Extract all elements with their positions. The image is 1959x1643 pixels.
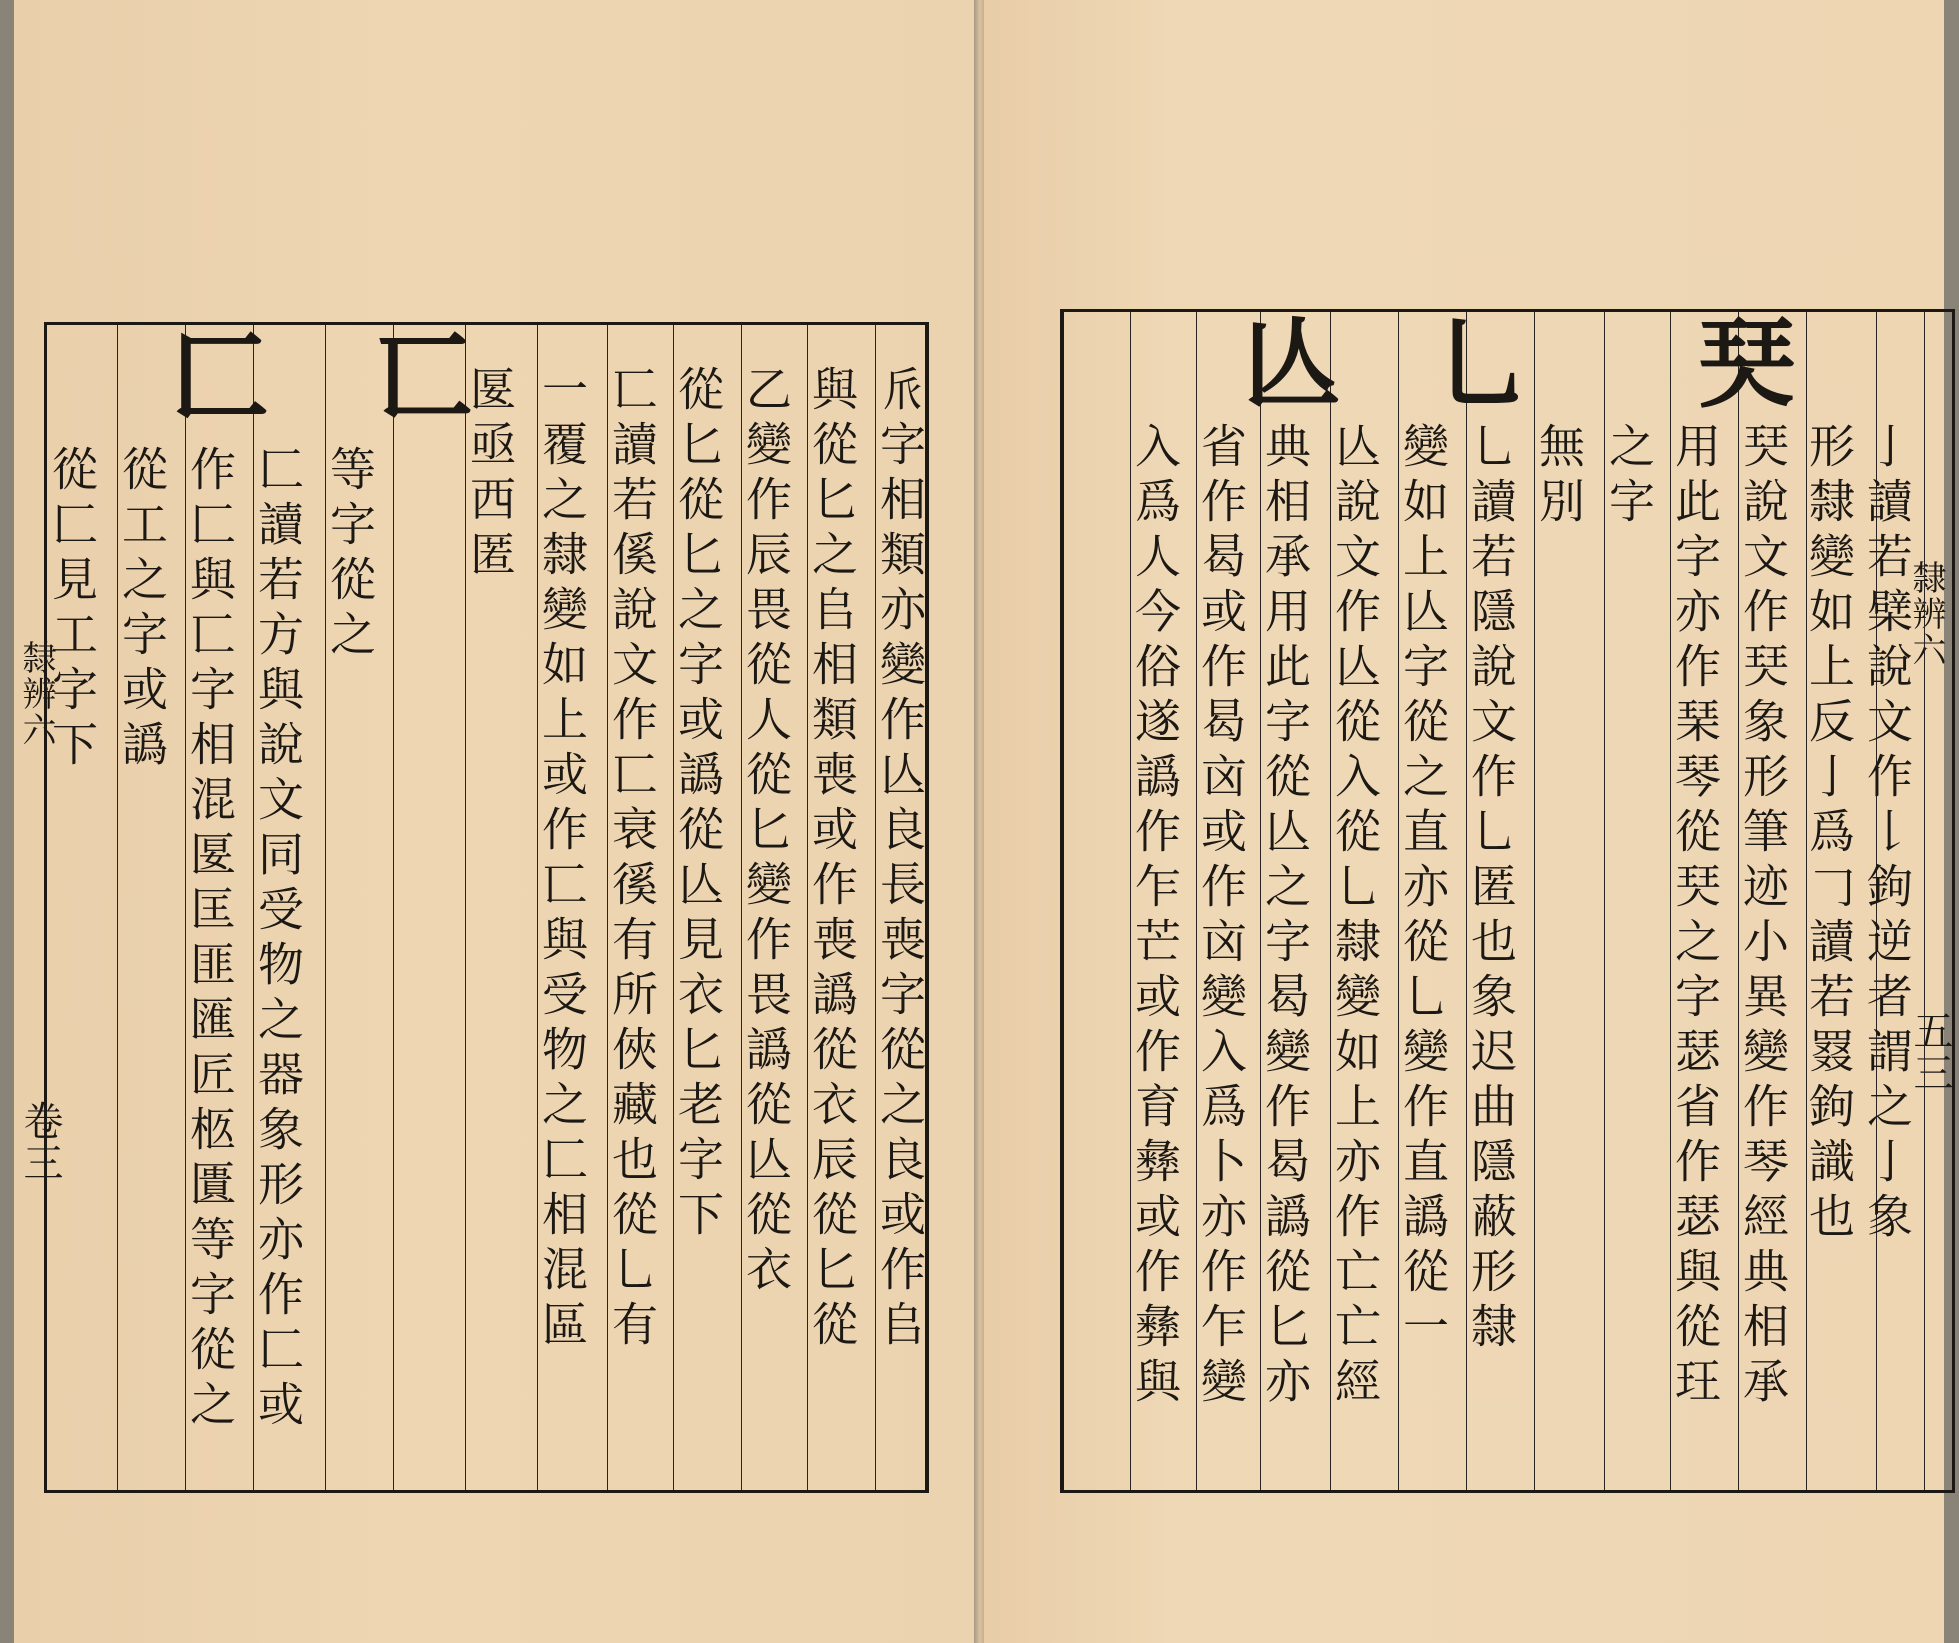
- text-column-6: 無別: [1532, 422, 1586, 532]
- text-column-5: 匸讀若傒說文作匸衰徯有所俠藏也從乚有: [605, 365, 659, 1355]
- text-column-4: 用此字亦作琹琴從珡之字瑟省作瑟與從玨: [1668, 422, 1722, 1412]
- text-column-8: 變如上亾字從之直亦從乚變作直譌從一: [1396, 422, 1450, 1357]
- head-character-2: 乚: [1416, 312, 1531, 440]
- left-folio: 卷三: [17, 1100, 63, 1184]
- text-column-8: 等字從之: [323, 445, 377, 665]
- left-text-frame: [44, 322, 929, 1493]
- text-column-3: 珡說文作珡象形筆迹小異變作琴經典相承: [1736, 422, 1790, 1412]
- text-column-9: 匚讀若方與說文同受物之器象形亦作匚或: [251, 445, 305, 1435]
- text-column-4: 從匕從匕之字或譌從亾見衣匕老字下: [671, 365, 725, 1245]
- text-column-2: 形隸變如上反亅爲𠃌讀若罬鉤識也: [1802, 422, 1856, 1247]
- head-character-2: 匚: [154, 325, 269, 453]
- left-page: [14, 0, 976, 1643]
- text-column-10: 典相承用此字從亾之字曷變作曷譌從匕亦: [1258, 422, 1312, 1412]
- text-column-12: 入爲人今俗遂譌作乍芒或作育彝或作彝與: [1128, 422, 1182, 1412]
- head-character-1: 珡: [1681, 312, 1796, 440]
- text-column-7: 乚讀若隱說文作乚匿也象迟曲隱蔽形隸: [1464, 422, 1518, 1357]
- right-text-frame: [1060, 309, 1955, 1493]
- right-folio: 五三: [1907, 1010, 1953, 1094]
- text-column-9: 亾說文作亾從入從乚隸變如上亦作亡亡經: [1328, 422, 1382, 1412]
- text-column-12: 從匚見工字下: [45, 445, 99, 775]
- text-column-5: 之字: [1602, 422, 1656, 532]
- text-column-1: 𠂢字相類亦變作亾良長喪字從之良或作𠂤: [873, 365, 927, 1355]
- text-column-7: 匽亟西匿: [463, 365, 517, 585]
- head-character-3: 亾: [1226, 312, 1341, 440]
- head-character-1: 匸: [359, 325, 474, 453]
- text-column-3: 乙變作辰畏從人從匕變作畏譌從亾從衣: [739, 365, 793, 1300]
- text-column-11: 省作曷或作曷㐫或作㐫變入爲卜亦作乍變: [1194, 422, 1248, 1412]
- text-column-1: 亅讀若檗說文作𠄌鉤逆者謂之亅象: [1860, 422, 1914, 1247]
- text-column-10: 作匚與匸字相混匽匡匪匯匠柩匱等字從之: [183, 445, 237, 1435]
- right-page: [984, 0, 1953, 1643]
- left-margin-title: 隸辨六: [16, 640, 56, 748]
- text-column-6: 一覆之隸變如上或作匸與受物之匚相混區: [535, 365, 589, 1355]
- text-column-2: 與從匕之𠂤相類喪或作喪譌從衣辰從匕從: [805, 365, 859, 1355]
- text-column-11: 從工之字或譌: [115, 445, 169, 775]
- right-margin-title: 隸辨六: [1906, 560, 1946, 668]
